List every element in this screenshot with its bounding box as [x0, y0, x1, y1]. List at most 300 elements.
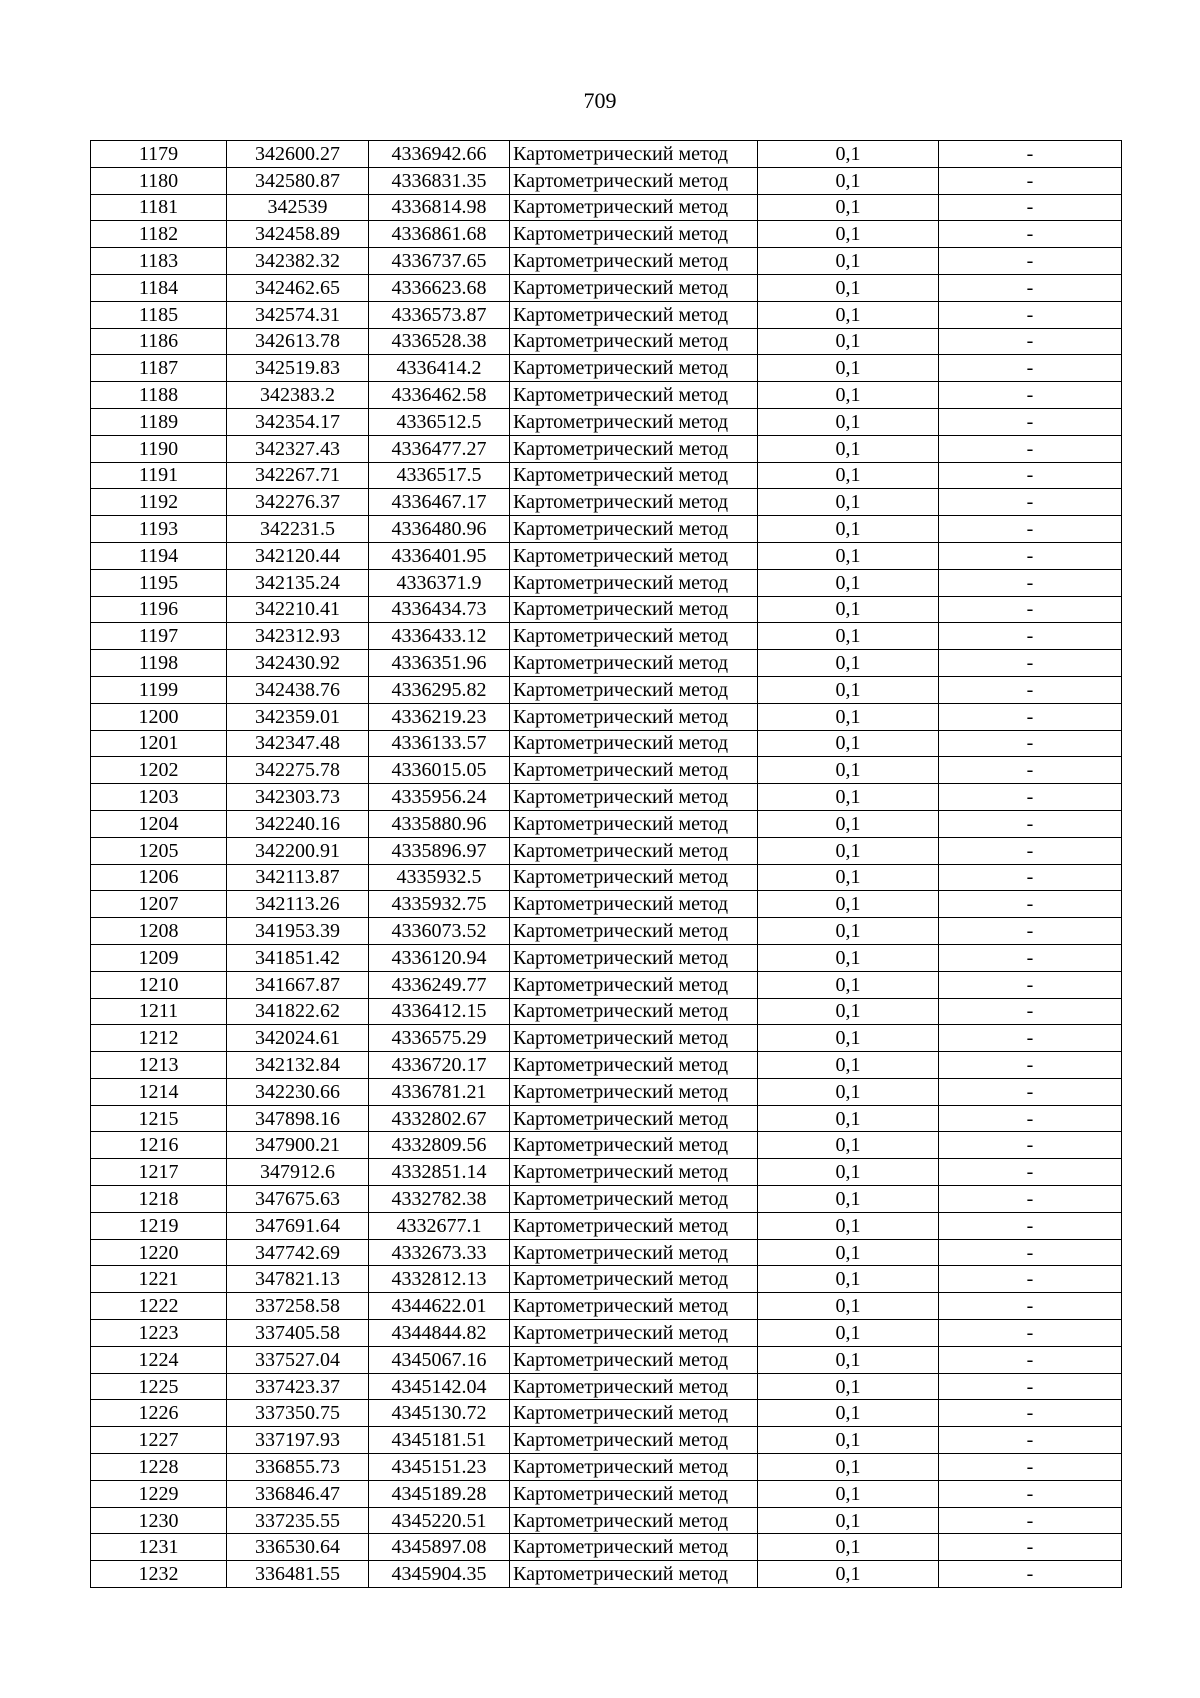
- table-row: [91, 998, 1122, 1025]
- y-coordinate-cell: 4336831.35: [369, 167, 510, 194]
- accuracy-cell: 0,1: [758, 1025, 939, 1052]
- point-number-cell: 1196: [91, 596, 227, 623]
- y-coordinate-cell: 4344622.01: [369, 1293, 510, 1320]
- description-cell: -: [939, 1132, 1122, 1159]
- accuracy-cell: 0,1: [758, 596, 939, 623]
- accuracy-cell: 0,1: [758, 1320, 939, 1347]
- x-coordinate-cell: 342383.2: [227, 382, 369, 409]
- x-coordinate-cell: 337197.93: [227, 1427, 369, 1454]
- x-coordinate-cell: 342382.32: [227, 248, 369, 275]
- table-row: [91, 1480, 1122, 1507]
- x-coordinate-cell: 342574.31: [227, 301, 369, 328]
- y-coordinate-cell: 4336401.95: [369, 542, 510, 569]
- x-coordinate-cell: 337405.58: [227, 1320, 369, 1347]
- description-cell: -: [939, 1534, 1122, 1561]
- x-coordinate-cell: 341953.39: [227, 918, 369, 945]
- point-number-cell: 1229: [91, 1480, 227, 1507]
- x-coordinate-cell: 342275.78: [227, 757, 369, 784]
- table-row: [91, 837, 1122, 864]
- table-row: [91, 757, 1122, 784]
- method-cell: Картометрический метод: [510, 1239, 758, 1266]
- y-coordinate-cell: 4332851.14: [369, 1159, 510, 1186]
- point-number-cell: 1212: [91, 1025, 227, 1052]
- y-coordinate-cell: 4336623.68: [369, 274, 510, 301]
- table-row: [91, 569, 1122, 596]
- x-coordinate-cell: 342230.66: [227, 1078, 369, 1105]
- description-cell: -: [939, 676, 1122, 703]
- point-number-cell: 1188: [91, 382, 227, 409]
- y-coordinate-cell: 4345067.16: [369, 1346, 510, 1373]
- description-cell: -: [939, 730, 1122, 757]
- accuracy-cell: 0,1: [758, 1266, 939, 1293]
- method-cell: Картометрический метод: [510, 1400, 758, 1427]
- method-cell: Картометрический метод: [510, 1427, 758, 1454]
- point-number-cell: 1217: [91, 1159, 227, 1186]
- point-number-cell: 1215: [91, 1105, 227, 1132]
- y-coordinate-cell: 4345151.23: [369, 1454, 510, 1481]
- description-cell: -: [939, 462, 1122, 489]
- y-coordinate-cell: 4336462.58: [369, 382, 510, 409]
- point-number-cell: 1185: [91, 301, 227, 328]
- y-coordinate-cell: 4335932.5: [369, 864, 510, 891]
- point-number-cell: 1211: [91, 998, 227, 1025]
- y-coordinate-cell: 4336737.65: [369, 248, 510, 275]
- method-cell: Картометрический метод: [510, 435, 758, 462]
- description-cell: -: [939, 328, 1122, 355]
- x-coordinate-cell: 347675.63: [227, 1186, 369, 1213]
- y-coordinate-cell: 4336133.57: [369, 730, 510, 757]
- y-coordinate-cell: 4336434.73: [369, 596, 510, 623]
- method-cell: Картометрический метод: [510, 1186, 758, 1213]
- point-number-cell: 1182: [91, 221, 227, 248]
- y-coordinate-cell: 4332802.67: [369, 1105, 510, 1132]
- description-cell: -: [939, 408, 1122, 435]
- x-coordinate-cell: 342519.83: [227, 355, 369, 382]
- table-row: [91, 650, 1122, 677]
- accuracy-cell: 0,1: [758, 784, 939, 811]
- y-coordinate-cell: 4335932.75: [369, 891, 510, 918]
- accuracy-cell: 0,1: [758, 650, 939, 677]
- point-number-cell: 1179: [91, 141, 227, 168]
- table-row: [91, 810, 1122, 837]
- table-row: [91, 462, 1122, 489]
- method-cell: Картометрический метод: [510, 355, 758, 382]
- point-number-cell: 1203: [91, 784, 227, 811]
- method-cell: Картометрический метод: [510, 141, 758, 168]
- description-cell: -: [939, 1052, 1122, 1079]
- point-number-cell: 1209: [91, 944, 227, 971]
- table-row: [91, 864, 1122, 891]
- description-cell: -: [939, 837, 1122, 864]
- method-cell: Картометрический метод: [510, 971, 758, 998]
- method-cell: Картометрический метод: [510, 1105, 758, 1132]
- x-coordinate-cell: 342327.43: [227, 435, 369, 462]
- method-cell: Картометрический метод: [510, 1346, 758, 1373]
- y-coordinate-cell: 4336433.12: [369, 623, 510, 650]
- y-coordinate-cell: 4336781.21: [369, 1078, 510, 1105]
- table-row: [91, 971, 1122, 998]
- x-coordinate-cell: 336481.55: [227, 1561, 369, 1588]
- point-number-cell: 1194: [91, 542, 227, 569]
- description-cell: -: [939, 1480, 1122, 1507]
- y-coordinate-cell: 4336477.27: [369, 435, 510, 462]
- method-cell: Картометрический метод: [510, 1480, 758, 1507]
- description-cell: -: [939, 167, 1122, 194]
- accuracy-cell: 0,1: [758, 757, 939, 784]
- description-cell: -: [939, 1239, 1122, 1266]
- description-cell: -: [939, 810, 1122, 837]
- accuracy-cell: 0,1: [758, 864, 939, 891]
- table-row: [91, 1534, 1122, 1561]
- point-number-cell: 1205: [91, 837, 227, 864]
- y-coordinate-cell: 4335880.96: [369, 810, 510, 837]
- method-cell: Картометрический метод: [510, 462, 758, 489]
- method-cell: Картометрический метод: [510, 757, 758, 784]
- accuracy-cell: 0,1: [758, 1534, 939, 1561]
- description-cell: -: [939, 1373, 1122, 1400]
- accuracy-cell: 0,1: [758, 1293, 939, 1320]
- table-row: [91, 328, 1122, 355]
- description-cell: -: [939, 194, 1122, 221]
- accuracy-cell: 0,1: [758, 141, 939, 168]
- x-coordinate-cell: 342113.87: [227, 864, 369, 891]
- description-cell: -: [939, 944, 1122, 971]
- accuracy-cell: 0,1: [758, 1186, 939, 1213]
- point-number-cell: 1213: [91, 1052, 227, 1079]
- method-cell: Картометрический метод: [510, 194, 758, 221]
- table-row: [91, 1454, 1122, 1481]
- table-row: [91, 1320, 1122, 1347]
- y-coordinate-cell: 4336371.9: [369, 569, 510, 596]
- y-coordinate-cell: 4336942.66: [369, 141, 510, 168]
- accuracy-cell: 0,1: [758, 891, 939, 918]
- y-coordinate-cell: 4336073.52: [369, 918, 510, 945]
- method-cell: Картометрический метод: [510, 516, 758, 543]
- description-cell: -: [939, 1159, 1122, 1186]
- accuracy-cell: 0,1: [758, 435, 939, 462]
- table-row: [91, 141, 1122, 168]
- y-coordinate-cell: 4336512.5: [369, 408, 510, 435]
- y-coordinate-cell: 4336814.98: [369, 194, 510, 221]
- x-coordinate-cell: 342458.89: [227, 221, 369, 248]
- table-row: [91, 1507, 1122, 1534]
- x-coordinate-cell: 342312.93: [227, 623, 369, 650]
- description-cell: -: [939, 569, 1122, 596]
- description-cell: -: [939, 864, 1122, 891]
- description-cell: -: [939, 489, 1122, 516]
- description-cell: -: [939, 703, 1122, 730]
- description-cell: -: [939, 650, 1122, 677]
- method-cell: Картометрический метод: [510, 784, 758, 811]
- method-cell: Картометрический метод: [510, 730, 758, 757]
- x-coordinate-cell: 337235.55: [227, 1507, 369, 1534]
- table-row: [91, 1400, 1122, 1427]
- table-row: [91, 1186, 1122, 1213]
- x-coordinate-cell: 342200.91: [227, 837, 369, 864]
- description-cell: -: [939, 757, 1122, 784]
- table-row: [91, 194, 1122, 221]
- accuracy-cell: 0,1: [758, 355, 939, 382]
- accuracy-cell: 0,1: [758, 944, 939, 971]
- point-number-cell: 1208: [91, 918, 227, 945]
- table-row: [91, 1078, 1122, 1105]
- accuracy-cell: 0,1: [758, 1239, 939, 1266]
- method-cell: Картометрический метод: [510, 1507, 758, 1534]
- y-coordinate-cell: 4336573.87: [369, 301, 510, 328]
- description-cell: -: [939, 248, 1122, 275]
- point-number-cell: 1216: [91, 1132, 227, 1159]
- point-number-cell: 1225: [91, 1373, 227, 1400]
- method-cell: Картометрический метод: [510, 837, 758, 864]
- accuracy-cell: 0,1: [758, 1052, 939, 1079]
- method-cell: Картометрический метод: [510, 998, 758, 1025]
- point-number-cell: 1191: [91, 462, 227, 489]
- description-cell: -: [939, 274, 1122, 301]
- y-coordinate-cell: 4336720.17: [369, 1052, 510, 1079]
- y-coordinate-cell: 4336351.96: [369, 650, 510, 677]
- description-cell: -: [939, 784, 1122, 811]
- point-number-cell: 1206: [91, 864, 227, 891]
- table-row: [91, 1293, 1122, 1320]
- y-coordinate-cell: 4344844.82: [369, 1320, 510, 1347]
- description-cell: -: [939, 542, 1122, 569]
- x-coordinate-cell: 347912.6: [227, 1159, 369, 1186]
- point-number-cell: 1181: [91, 194, 227, 221]
- point-number-cell: 1195: [91, 569, 227, 596]
- accuracy-cell: 0,1: [758, 1078, 939, 1105]
- point-number-cell: 1220: [91, 1239, 227, 1266]
- accuracy-cell: 0,1: [758, 248, 939, 275]
- point-number-cell: 1193: [91, 516, 227, 543]
- accuracy-cell: 0,1: [758, 542, 939, 569]
- point-number-cell: 1231: [91, 1534, 227, 1561]
- y-coordinate-cell: 4335896.97: [369, 837, 510, 864]
- table-row: [91, 1346, 1122, 1373]
- method-cell: Картометрический метод: [510, 328, 758, 355]
- table-row: [91, 1561, 1122, 1588]
- method-cell: Картометрический метод: [510, 1025, 758, 1052]
- table-row: [91, 489, 1122, 516]
- method-cell: Картометрический метод: [510, 408, 758, 435]
- table-row: [91, 1025, 1122, 1052]
- accuracy-cell: 0,1: [758, 489, 939, 516]
- x-coordinate-cell: 342210.41: [227, 596, 369, 623]
- accuracy-cell: 0,1: [758, 167, 939, 194]
- x-coordinate-cell: 342600.27: [227, 141, 369, 168]
- coordinates-table-body: [91, 141, 1122, 1588]
- table-row: [91, 1212, 1122, 1239]
- accuracy-cell: 0,1: [758, 1105, 939, 1132]
- accuracy-cell: 0,1: [758, 810, 939, 837]
- y-coordinate-cell: 4336015.05: [369, 757, 510, 784]
- description-cell: -: [939, 918, 1122, 945]
- y-coordinate-cell: 4336528.38: [369, 328, 510, 355]
- x-coordinate-cell: 342347.48: [227, 730, 369, 757]
- y-coordinate-cell: 4336249.77: [369, 971, 510, 998]
- method-cell: Картометрический метод: [510, 1293, 758, 1320]
- x-coordinate-cell: 342276.37: [227, 489, 369, 516]
- x-coordinate-cell: 347821.13: [227, 1266, 369, 1293]
- x-coordinate-cell: 347898.16: [227, 1105, 369, 1132]
- point-number-cell: 1186: [91, 328, 227, 355]
- accuracy-cell: 0,1: [758, 274, 939, 301]
- table-row: [91, 167, 1122, 194]
- table-row: [91, 1159, 1122, 1186]
- description-cell: -: [939, 1454, 1122, 1481]
- description-cell: -: [939, 998, 1122, 1025]
- accuracy-cell: 0,1: [758, 1507, 939, 1534]
- point-number-cell: 1227: [91, 1427, 227, 1454]
- x-coordinate-cell: 342430.92: [227, 650, 369, 677]
- method-cell: Картометрический метод: [510, 569, 758, 596]
- accuracy-cell: 0,1: [758, 730, 939, 757]
- table-row: [91, 730, 1122, 757]
- y-coordinate-cell: 4335956.24: [369, 784, 510, 811]
- y-coordinate-cell: 4336414.2: [369, 355, 510, 382]
- x-coordinate-cell: 342132.84: [227, 1052, 369, 1079]
- accuracy-cell: 0,1: [758, 569, 939, 596]
- description-cell: -: [939, 596, 1122, 623]
- x-coordinate-cell: 342462.65: [227, 274, 369, 301]
- x-coordinate-cell: 337423.37: [227, 1373, 369, 1400]
- x-coordinate-cell: 341851.42: [227, 944, 369, 971]
- accuracy-cell: 0,1: [758, 1212, 939, 1239]
- table-row: [91, 408, 1122, 435]
- description-cell: -: [939, 1507, 1122, 1534]
- point-number-cell: 1207: [91, 891, 227, 918]
- description-cell: -: [939, 355, 1122, 382]
- x-coordinate-cell: 342580.87: [227, 167, 369, 194]
- y-coordinate-cell: 4345189.28: [369, 1480, 510, 1507]
- table-row: [91, 1132, 1122, 1159]
- description-cell: -: [939, 1105, 1122, 1132]
- method-cell: Картометрический метод: [510, 382, 758, 409]
- x-coordinate-cell: 342539: [227, 194, 369, 221]
- table-row: [91, 1266, 1122, 1293]
- method-cell: Картометрический метод: [510, 542, 758, 569]
- point-number-cell: 1192: [91, 489, 227, 516]
- description-cell: -: [939, 516, 1122, 543]
- table-row: [91, 301, 1122, 328]
- method-cell: Картометрический метод: [510, 489, 758, 516]
- point-number-cell: 1202: [91, 757, 227, 784]
- point-number-cell: 1197: [91, 623, 227, 650]
- method-cell: Картометрический метод: [510, 1373, 758, 1400]
- method-cell: Картометрический метод: [510, 650, 758, 677]
- y-coordinate-cell: 4336219.23: [369, 703, 510, 730]
- x-coordinate-cell: 342231.5: [227, 516, 369, 543]
- description-cell: -: [939, 1078, 1122, 1105]
- y-coordinate-cell: 4345904.35: [369, 1561, 510, 1588]
- x-coordinate-cell: 347900.21: [227, 1132, 369, 1159]
- point-number-cell: 1210: [91, 971, 227, 998]
- x-coordinate-cell: 342359.01: [227, 703, 369, 730]
- point-number-cell: 1222: [91, 1293, 227, 1320]
- y-coordinate-cell: 4336120.94: [369, 944, 510, 971]
- point-number-cell: 1218: [91, 1186, 227, 1213]
- x-coordinate-cell: 341822.62: [227, 998, 369, 1025]
- accuracy-cell: 0,1: [758, 462, 939, 489]
- accuracy-cell: 0,1: [758, 998, 939, 1025]
- description-cell: -: [939, 221, 1122, 248]
- method-cell: Картометрический метод: [510, 1534, 758, 1561]
- method-cell: Картометрический метод: [510, 676, 758, 703]
- description-cell: -: [939, 1025, 1122, 1052]
- point-number-cell: 1219: [91, 1212, 227, 1239]
- accuracy-cell: 0,1: [758, 221, 939, 248]
- point-number-cell: 1189: [91, 408, 227, 435]
- x-coordinate-cell: 342613.78: [227, 328, 369, 355]
- method-cell: Картометрический метод: [510, 1266, 758, 1293]
- x-coordinate-cell: 342240.16: [227, 810, 369, 837]
- y-coordinate-cell: 4332812.13: [369, 1266, 510, 1293]
- y-coordinate-cell: 4345142.04: [369, 1373, 510, 1400]
- table-row: [91, 1427, 1122, 1454]
- method-cell: Картометрический метод: [510, 703, 758, 730]
- coordinates-table: [90, 140, 1122, 1588]
- point-number-cell: 1200: [91, 703, 227, 730]
- x-coordinate-cell: 342354.17: [227, 408, 369, 435]
- accuracy-cell: 0,1: [758, 1400, 939, 1427]
- accuracy-cell: 0,1: [758, 516, 939, 543]
- description-cell: -: [939, 1186, 1122, 1213]
- y-coordinate-cell: 4345897.08: [369, 1534, 510, 1561]
- point-number-cell: 1180: [91, 167, 227, 194]
- table-row: [91, 703, 1122, 730]
- table-row: [91, 1052, 1122, 1079]
- x-coordinate-cell: 337527.04: [227, 1346, 369, 1373]
- x-coordinate-cell: 342120.44: [227, 542, 369, 569]
- description-cell: -: [939, 382, 1122, 409]
- method-cell: Картометрический метод: [510, 221, 758, 248]
- method-cell: Картометрический метод: [510, 248, 758, 275]
- method-cell: Картометрический метод: [510, 1320, 758, 1347]
- description-cell: -: [939, 141, 1122, 168]
- accuracy-cell: 0,1: [758, 408, 939, 435]
- table-row: [91, 1239, 1122, 1266]
- y-coordinate-cell: 4332677.1: [369, 1212, 510, 1239]
- x-coordinate-cell: 341667.87: [227, 971, 369, 998]
- y-coordinate-cell: 4336412.15: [369, 998, 510, 1025]
- method-cell: Картометрический метод: [510, 864, 758, 891]
- point-number-cell: 1184: [91, 274, 227, 301]
- point-number-cell: 1214: [91, 1078, 227, 1105]
- y-coordinate-cell: 4336575.29: [369, 1025, 510, 1052]
- description-cell: -: [939, 1212, 1122, 1239]
- x-coordinate-cell: 336846.47: [227, 1480, 369, 1507]
- point-number-cell: 1190: [91, 435, 227, 462]
- point-number-cell: 1228: [91, 1454, 227, 1481]
- point-number-cell: 1221: [91, 1266, 227, 1293]
- description-cell: -: [939, 971, 1122, 998]
- y-coordinate-cell: 4336295.82: [369, 676, 510, 703]
- y-coordinate-cell: 4336517.5: [369, 462, 510, 489]
- x-coordinate-cell: 347742.69: [227, 1239, 369, 1266]
- x-coordinate-cell: 336530.64: [227, 1534, 369, 1561]
- table-row: [91, 355, 1122, 382]
- description-cell: -: [939, 1427, 1122, 1454]
- description-cell: -: [939, 435, 1122, 462]
- page-number: 709: [583, 88, 617, 113]
- point-number-cell: 1232: [91, 1561, 227, 1588]
- accuracy-cell: 0,1: [758, 1346, 939, 1373]
- table-row: [91, 248, 1122, 275]
- y-coordinate-cell: 4336861.68: [369, 221, 510, 248]
- method-cell: Картометрический метод: [510, 274, 758, 301]
- x-coordinate-cell: 337258.58: [227, 1293, 369, 1320]
- table-row: [91, 435, 1122, 462]
- description-cell: -: [939, 1293, 1122, 1320]
